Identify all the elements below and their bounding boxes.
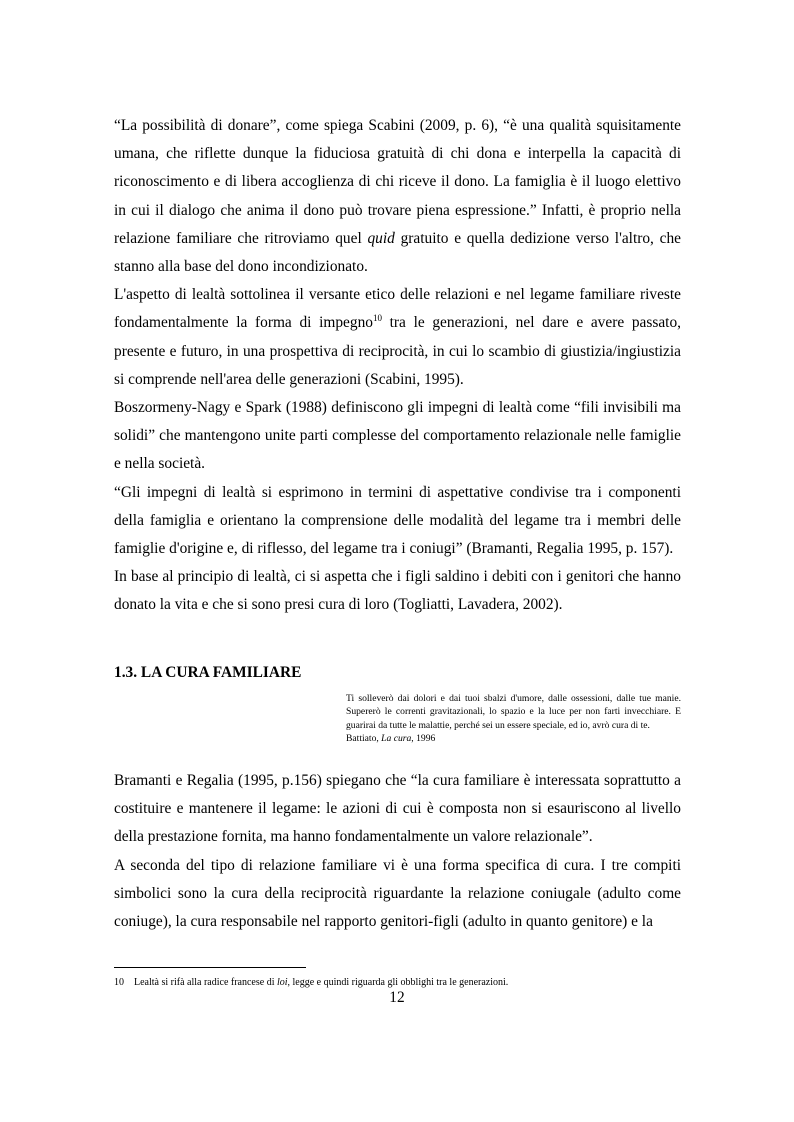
paragraph-text: L'aspetto di lealtà sottolinea il versante etico delle relazioni e nel legame familiare riveste fondamentalmente la forma di impegno [114,286,681,332]
paragraph [114,479,681,564]
paragraph [114,767,681,852]
footnote-ref: 10 [372,313,382,324]
body-text-bottom [114,767,681,936]
epigraph [346,692,681,746]
section-heading: 1.3. LA CURA FAMILIARE [114,664,302,681]
paragraph [114,394,681,479]
epigraph-author: Battiato, [346,733,382,745]
paragraph-text: Boszormeny-Nagy e Spark (1988) definiscono gli impegni di lealtà come “fili invisibili ma solidi” che mantengono unite parti complesse del comportamento relazionale nelle famiglie e nella società. [114,399,681,473]
paragraph-text: A seconda del tipo di relazione familiare vi è una forma specifica di cura. I tre compiti simbolici sono la cura della reciprocità riguardante la relazione coniugale (adulto come coniuge), la cura responsabile nel rapporto genitori-figli (adulto in quanto genitore) e la [114,856,681,931]
paragraph-text: gratuito e quella dedizione verso l'altro, che stanno alla base del dono incondizionato. [114,229,681,276]
paragraph [114,563,681,619]
epigraph-work: La cura [381,733,412,745]
epigraph-attribution [346,732,681,745]
footnote-text-before: Lealtà si rifà alla radice francese di [134,977,277,988]
paragraph [114,281,681,394]
body-text-top [114,112,681,620]
paragraph [114,112,681,281]
footnote-text-after: , legge e quindi riguarda gli obblighi tra le generazioni. [287,977,509,988]
paragraph-text: Bramanti e Regalia (1995, p.156) spiegano che “la cura familiare è interessata soprattutto a costituire e mantenere il legame: le azioni di cui è composta non si esauriscono al livello della prestazione fornita, ma hanno fondamentalmente un valore relazionale”. [114,772,681,846]
paragraph-text: “Gli impegni di lealtà si esprimono in termini di aspettative condivise tra i componenti della famiglia e orientano la comprensione delle modalità del legame tra i membri delle famiglie d'origine e, di riflesso, del legame tra i coniugi” (Bramanti, Regalia 1995, p. 157). [114,483,681,558]
footnote-number: 10 [114,977,124,988]
italic-text: quid [367,229,395,247]
page-number: 12 [389,989,405,1006]
footnote-italic: loi [276,977,288,988]
paragraph-text: In base al principio di lealtà, ci si aspetta che i figli saldino i debiti con i genitori che hanno donato la vita e che si sono presi cura di loro (Togliatti, Lavadera, 2002). [114,568,681,614]
paragraph [114,852,681,937]
footnote-separator [114,967,306,968]
paragraph-text: tra le generazioni, nel dare e avere passato, presente e futuro, in una prospettiva di reciprocità, in cui lo scambio di giustizia/ingiustizia si comprende nell'area delle generazioni (Scabini, 1995). [114,314,682,388]
paragraph-text: “La possibilità di donare”, come spiega Scabini (2009, p. 6), “è una qualità squisitamente umana, che riflette dunque la fiduciosa gratuità di chi dona e interpella la capacità di riconoscimento e di libera accoglienza di chi riceve il dono. La famiglia è il luogo elettivo in cui il dialogo che anima il dono può trovare piena espressione.” Infatti, è proprio nella relazione familiare che ritroviamo quel [114,117,681,247]
epigraph-year: , 1996 [411,733,436,745]
epigraph-quote: Ti solleverò dai dolori e dai tuoi sbalzi d'umore, dalle ossessioni, dalle tue manie. Supererò le correnti gravitazionali, lo spazio e la luce per non farti invecchiare. E guarirai da tutte le malattie, perché sei un essere speciale, ed io, avrò cura di te. [346,693,681,731]
